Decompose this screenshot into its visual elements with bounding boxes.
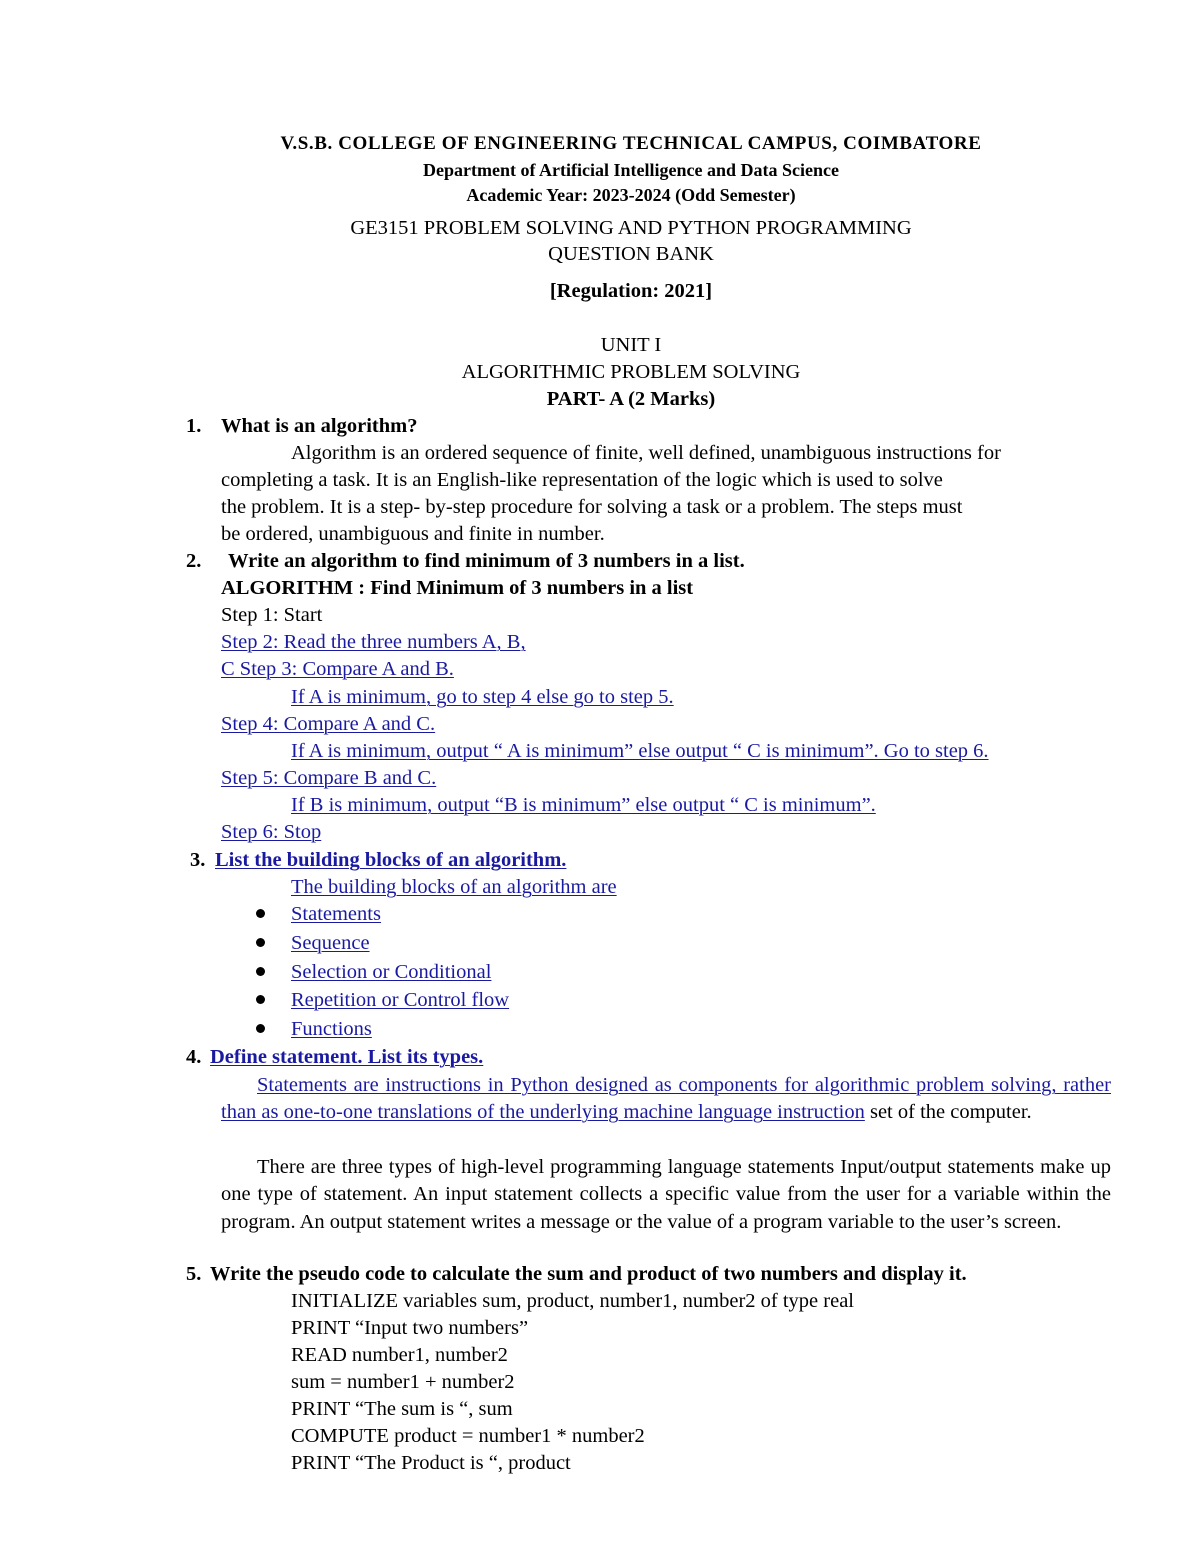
pseudo-code-line: PRINT “The Product is “, product bbox=[291, 1452, 571, 1474]
college-name: V.S.B. COLLEGE OF ENGINEERING TECHNICAL CAMPUS, COIMBATORE bbox=[280, 133, 982, 154]
question-5-title: Write the pseudo code to calculate the sum and product of two numbers and display it. bbox=[210, 1263, 967, 1285]
pseudo-code-line: PRINT “Input two numbers” bbox=[291, 1317, 529, 1339]
question-3-title[interactable]: List the building blocks of an algorithm. bbox=[215, 849, 567, 871]
bullet-icon bbox=[256, 967, 265, 976]
unit-title: UNIT I bbox=[600, 334, 662, 356]
question-number: 2. bbox=[186, 550, 202, 572]
list-item[interactable]: Statements bbox=[291, 903, 381, 925]
algorithm-step[interactable]: Step 6: Stop bbox=[221, 821, 322, 843]
algorithm-step[interactable]: Step 4: Compare A and C. bbox=[221, 713, 436, 735]
algorithm-step[interactable]: If B is minimum, output “B is minimum” else output “ C is minimum”. bbox=[291, 794, 876, 816]
answer-line: the problem. It is a step- by-step procedure for solving a task or a problem. The steps must bbox=[221, 496, 963, 518]
question-number: 1. bbox=[186, 415, 202, 437]
question-number: 5. bbox=[186, 1263, 202, 1285]
algorithm-step: Step 1: Start bbox=[221, 604, 323, 626]
algorithm-step[interactable]: C Step 3: Compare A and B. bbox=[221, 658, 454, 680]
bullet-icon bbox=[256, 1024, 265, 1033]
list-item[interactable]: Repetition or Control flow bbox=[291, 989, 510, 1011]
pseudo-code-line: sum = number1 + number2 bbox=[291, 1371, 515, 1393]
pseudo-code-line: COMPUTE product = number1 * number2 bbox=[291, 1425, 645, 1447]
document-type: QUESTION BANK bbox=[548, 243, 714, 265]
question-2-title: Write an algorithm to find minimum of 3 numbers in a list. bbox=[228, 550, 745, 572]
list-item[interactable]: Functions bbox=[291, 1018, 372, 1040]
algorithm-step[interactable]: If A is minimum, output “ A is minimum” else output “ C is minimum”. Go to step 6. bbox=[291, 740, 989, 762]
course-title: GE3151 PROBLEM SOLVING AND PYTHON PROGRAMMING bbox=[350, 217, 912, 239]
answer-line: be ordered, unambiguous and finite in number. bbox=[221, 523, 605, 545]
list-item[interactable]: Sequence bbox=[291, 932, 370, 954]
statement-types-paragraph: There are three types of high-level programming language statements Input/output statements make up one type of statement. An input statement collects a specific value from the user for a variable within the program. An output statement writes a message or the value of a program variable to the user’s screen. bbox=[221, 1156, 1111, 1233]
question-number: 4. bbox=[186, 1046, 202, 1068]
bullet-icon bbox=[256, 909, 265, 918]
pseudo-code-line: INITIALIZE variables sum, product, number1, number2 of type real bbox=[291, 1290, 854, 1312]
algorithm-step[interactable]: Step 5: Compare B and C. bbox=[221, 767, 437, 789]
statement-definition bbox=[221, 1072, 1111, 1127]
pseudo-code-line: READ number1, number2 bbox=[291, 1344, 508, 1366]
algorithm-step[interactable]: Step 2: Read the three numbers A, B, bbox=[221, 631, 526, 653]
part-title: PART- A (2 Marks) bbox=[546, 388, 716, 410]
statement-definition-rest: set of the computer. bbox=[864, 1101, 1032, 1124]
answer-line: completing a task. It is an English-like representation of the logic which is used to solve bbox=[221, 469, 943, 491]
regulation: [Regulation: 2021] bbox=[549, 280, 713, 302]
question-4-title[interactable]: Define statement. List its types. bbox=[210, 1046, 484, 1068]
list-item[interactable]: Selection or Conditional bbox=[291, 961, 492, 983]
blocks-intro[interactable]: The building blocks of an algorithm are bbox=[291, 876, 617, 898]
pseudo-code-line: PRINT “The sum is “, sum bbox=[291, 1398, 513, 1420]
question-1-title: What is an algorithm? bbox=[221, 415, 418, 437]
bullet-icon bbox=[256, 938, 265, 947]
academic-year: Academic Year: 2023-2024 (Odd Semester) bbox=[466, 185, 796, 205]
algorithm-step[interactable]: If A is minimum, go to step 4 else go to step 5. bbox=[291, 686, 674, 708]
unit-name: ALGORITHMIC PROBLEM SOLVING bbox=[461, 361, 801, 383]
department-name: Department of Artificial Intelligence and Data Science bbox=[423, 160, 839, 180]
algorithm-title: ALGORITHM : Find Minimum of 3 numbers in a list bbox=[221, 577, 694, 599]
bullet-icon bbox=[256, 995, 265, 1004]
question-number: 3. bbox=[190, 849, 206, 871]
answer-line: Algorithm is an ordered sequence of finite, well defined, unambiguous instructions for bbox=[291, 442, 1001, 464]
statement-definition-link[interactable]: Statements are instructions in Python designed as components for algorithmic problem solving, rather than as one-to-one translations of the underlying machine language instruction bbox=[221, 1074, 1111, 1124]
